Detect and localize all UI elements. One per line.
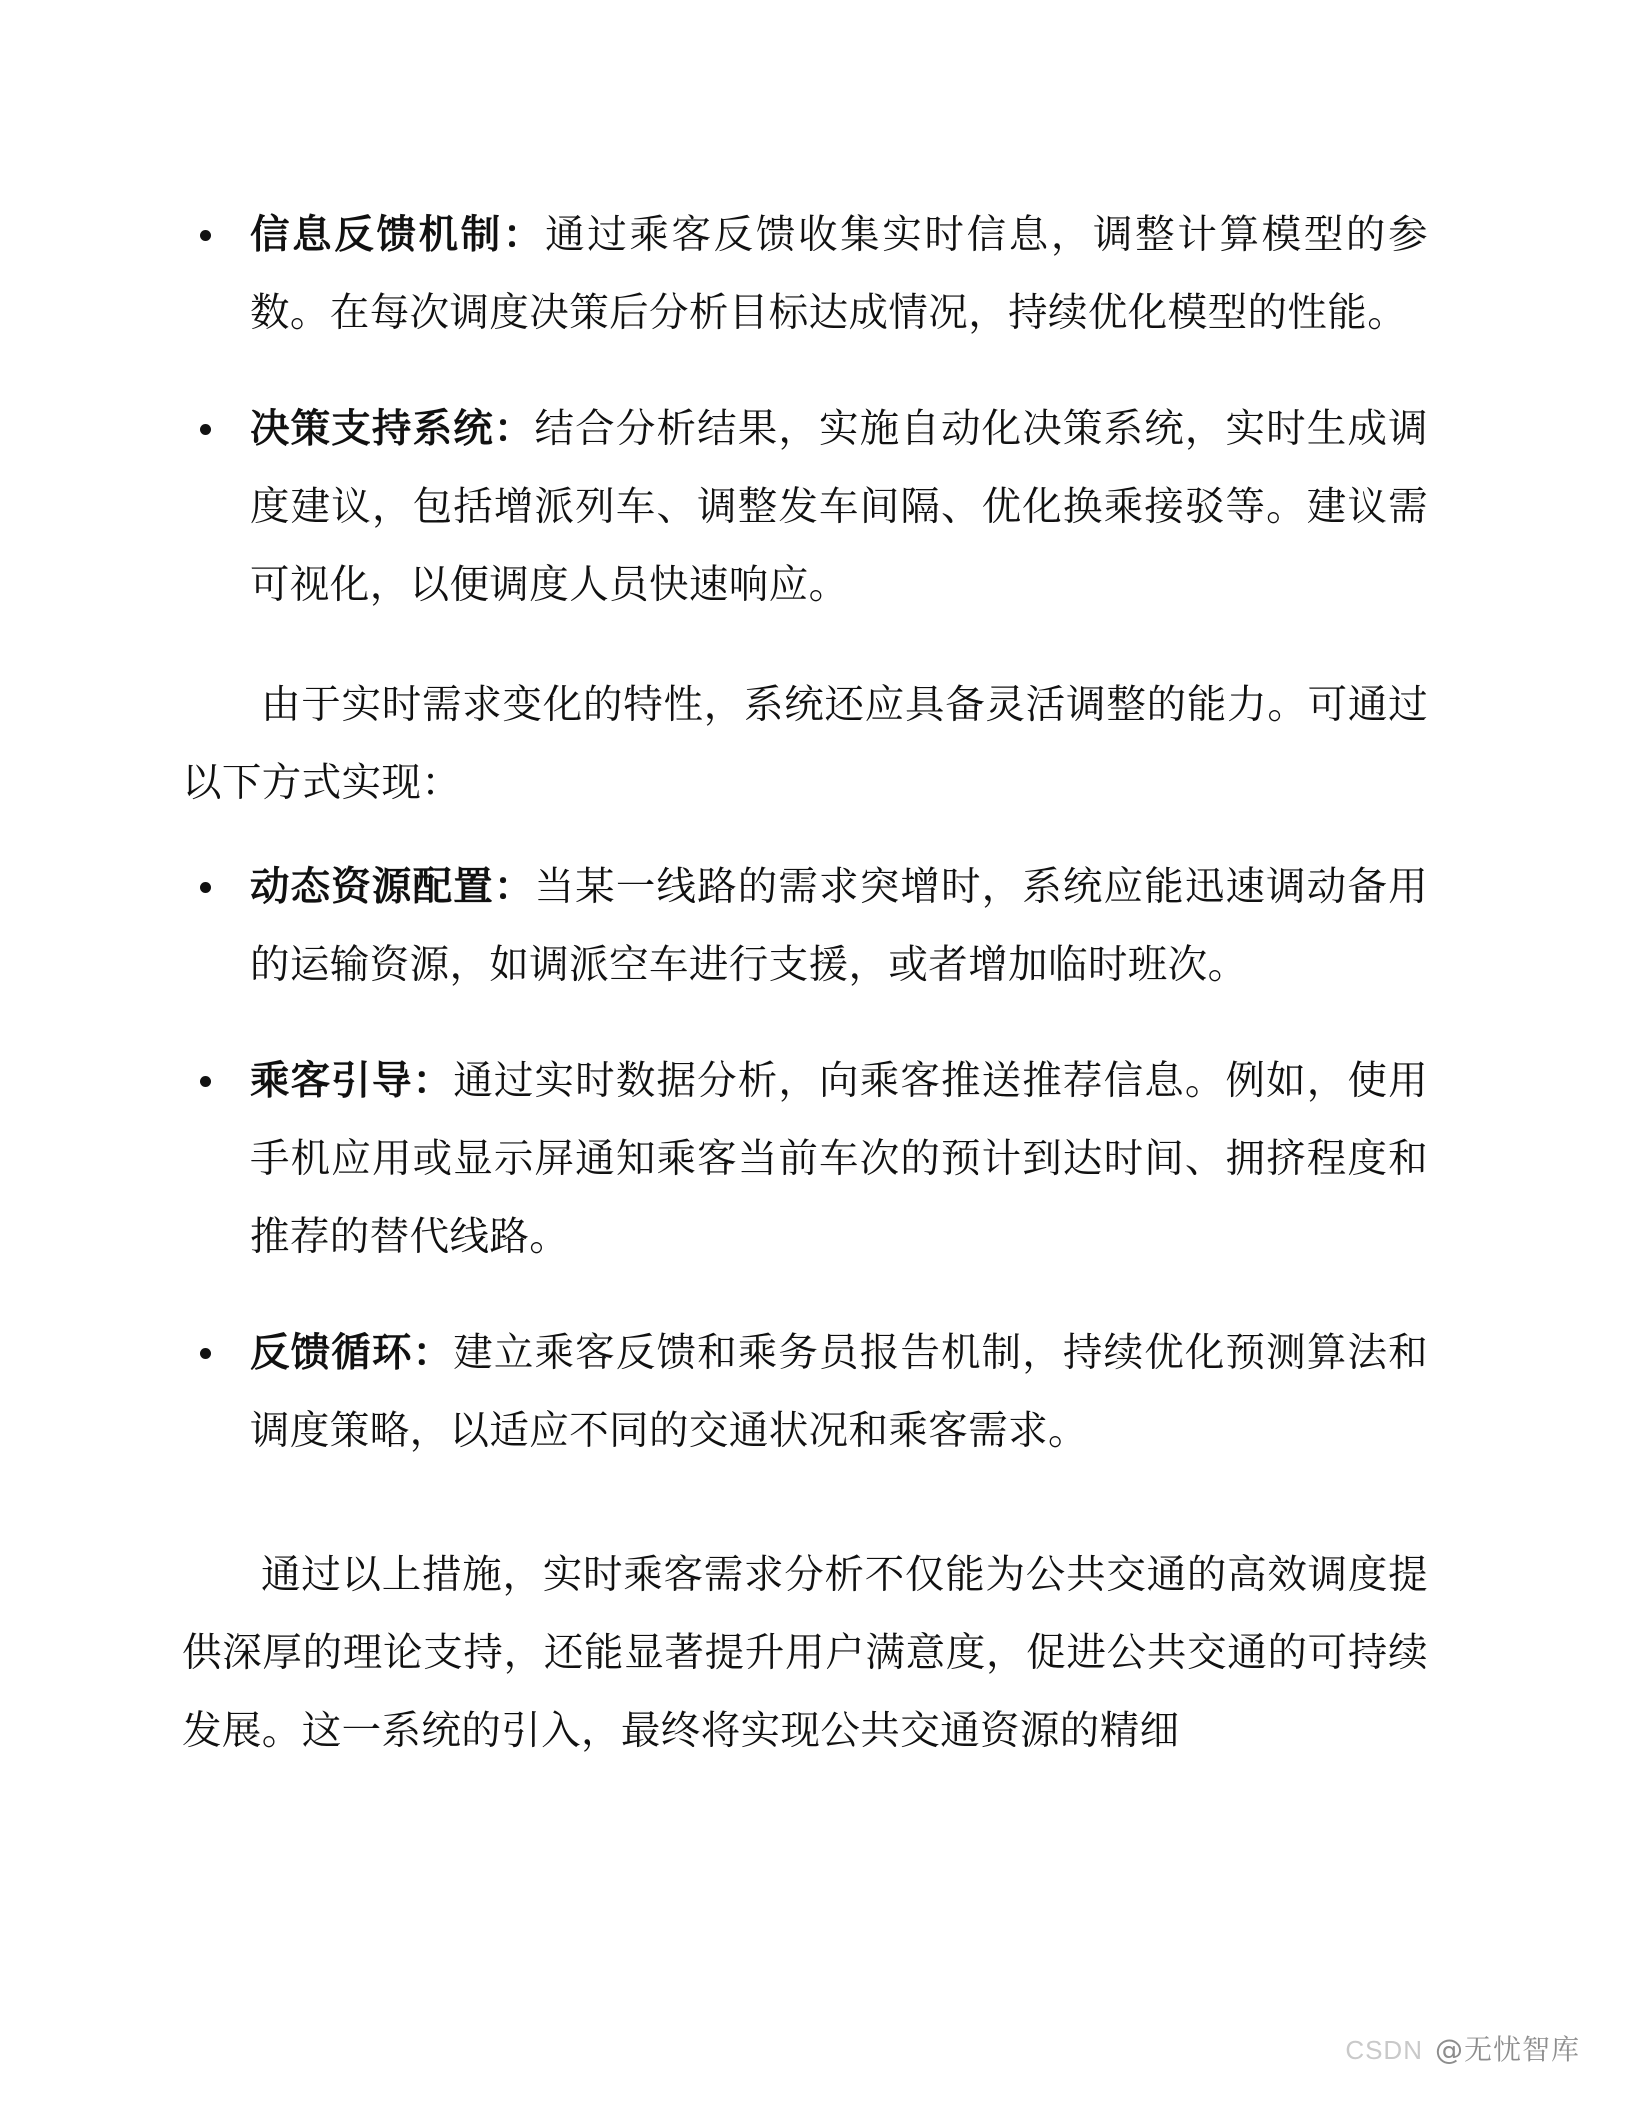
watermark-handle: @无忧智库 [1434,2033,1580,2066]
list-item-term: 反馈循环： [250,1330,454,1376]
bullet-list-bottom [182,848,1428,1470]
list-item-text: 建立乘客反馈和乘务员报告机制，持续优化预测算法和调度策略，以适应不同的交通状况和乘客需求。 [250,1330,1428,1454]
block-spacer [182,1470,1428,1496]
list-item [182,196,1428,352]
list-item-term: 信息反馈机制： [250,212,546,258]
list-item [182,390,1428,624]
closing-paragraph: 通过以上措施，实时乘客需求分析不仅能为公共交通的高效调度提供深厚的理论支持，还能显著提升用户满意度，促进公共交通的可持续发展。这一系统的引入，最终将实现公共交通资源的精细 [182,1552,1428,1754]
bullet-dot-icon [200,882,211,893]
watermark-brand: CSDN [1345,2035,1423,2065]
body-paragraph: 由于实时需求变化的特性，系统还应具备灵活调整的能力。可通过以下方式实现： [182,682,1428,806]
bullet-list-top [182,196,1428,624]
list-item-text: 通过实时数据分析，向乘客推送推荐信息。例如，使用手机应用或显示屏通知乘客当前车次的预计到达时间、拥挤程度和推荐的替代线路。 [250,1058,1428,1260]
block-spacer [182,822,1428,848]
list-item-term: 乘客引导： [250,1058,454,1104]
bullet-dot-icon [200,1076,211,1087]
list-item [182,848,1428,1004]
bullet-dot-icon [200,424,211,435]
list-item [182,1042,1428,1276]
bullet-dot-icon [200,230,211,241]
document-content [182,196,1428,1770]
list-item-text: 结合分析结果，实施自动化决策系统，实时生成调度建议，包括增派列车、调整发车间隔、优化换乘接驳等。建议需可视化，以便调度人员快速响应。 [250,406,1428,608]
list-item-term: 决策支持系统： [250,406,535,452]
bullet-dot-icon [200,1348,211,1359]
list-item-text: 当某一线路的需求突增时，系统应能迅速调动备用的运输资源，如调派空车进行支援，或者增加临时班次。 [250,864,1428,988]
watermark [1345,2028,1580,2068]
list-item-term: 动态资源配置： [250,864,535,910]
list-item-text: 通过乘客反馈收集实时信息，调整计算模型的参数。在每次调度决策后分析目标达成情况，持续优化模型的性能。 [250,212,1428,336]
block-spacer [182,624,1428,650]
list-item [182,1314,1428,1470]
